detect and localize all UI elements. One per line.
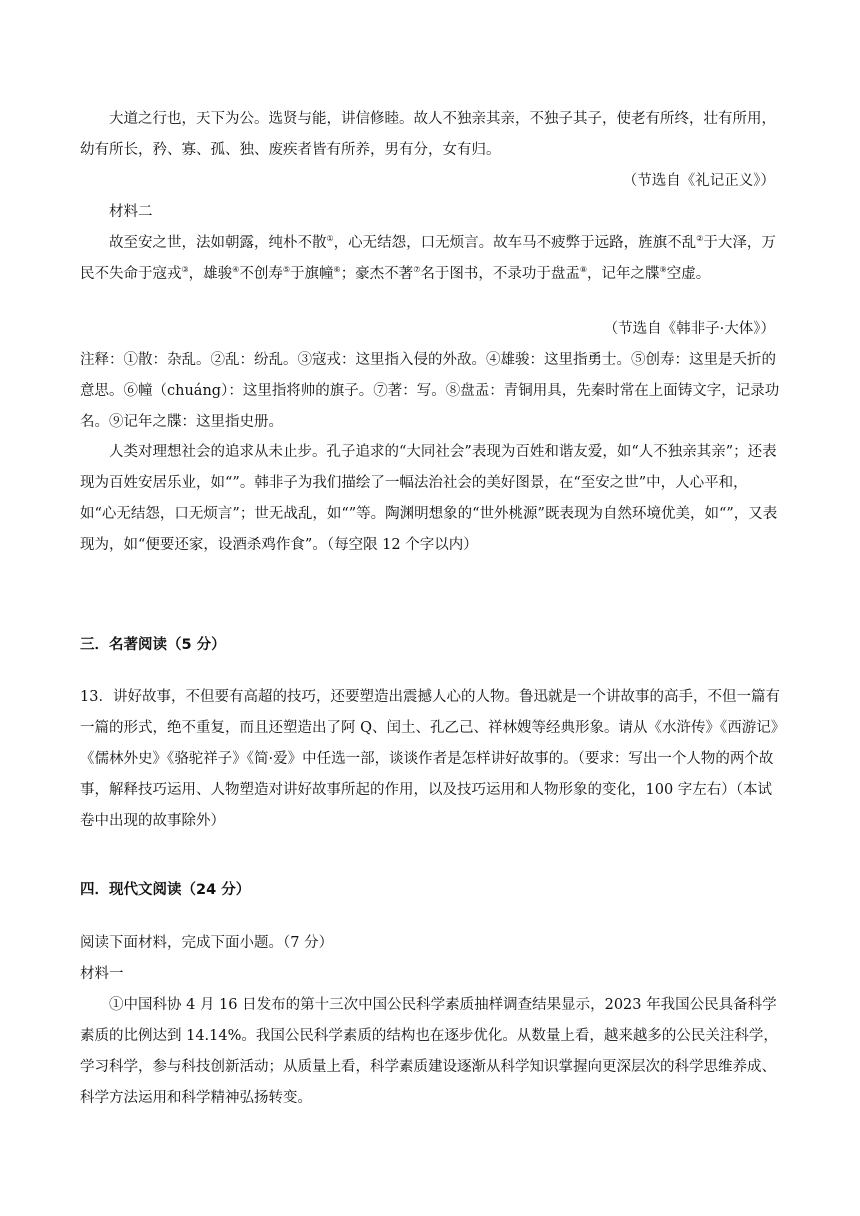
source-liji: （节选自《礼记正义》） [622,173,775,189]
question-12: 人类对理想社会的追求从未止步。孔子追求的“大同社会”表现为百姓和谐友爱，如“人不独亲其亲”；还表现为百姓安居乐业，如“”。韩非子为我们描绘了一幅法治社会的美好图景，在“至安之世”中，人心平和，如“心无结怨，口无烦言”；世无战乱，如“”等。陶渊明想象的“世外桃源”既表现为自然环境优美，如“”，又表现为，如“便要还家，设酒杀鸡作食”。（每空限 12 个字以内） [80,444,778,553]
annotations: 注释：①散：杂乱。②乱：纷乱。③寇戎：这里指入侵的外敌。④雄骏：这里指勇士。⑤创寿：这里是夭折的意思。⑥幢（chuáng）：这里指将帅的旗子。⑦著：写。⑧盘盂：青铜用具，先秦时常在上面铸文字，记录功名。⑨记年之牒：这里指史册。 [80,352,780,430]
material-two-text: 故至安之世，法如朝露，纯朴不散①，心无结怨，口无烦言。故车马不疲弊于远路，旌旗不乱②于大泽，万民不失命于寇戎③，雄骏④不创寿⑤于旗幢⑥；豪杰不著⑦名于图书，不录功于盘盂⑧，记年之牒⑨空虚。 [80,234,776,282]
reading-instruction: 阅读下面材料，完成下面小题。（7 分） [80,935,334,951]
material-one-text: 大道之行也，天下为公。选贤与能，讲信修睦。故人不独亲其亲，不独子其子，使老有所终，壮有所用，幼有所长，矜、寡、孤、独、废疾者皆有所养，男有分，女有归。 [80,111,776,158]
footnote-mark: ① [326,234,334,243]
material-two-label: 材料二 [109,204,153,220]
question-13: 13．讲好故事，不但要有高超的技巧，还要塑造出震撼人心的人物。鲁迅就是一个讲故事的高手，不但一篇有一篇的形式，绝不重复，而且还塑造出了阿 Q、闰土、孔乙己、祥林嫂等经典形象。请从《水浒传》《西游记》《儒林外史》《骆驼祥子》《简·爱》中任选一部，谈谈作者是怎样讲好故事的。（要求：写出一个人物的两个故事，解释技巧运用、人物塑造对讲好故事所起的作用，以及技巧运用和人物形象的变化，100 字左右）（本试卷中出现的故事除外） [80,689,780,829]
footnote-mark: ⑦ [413,265,421,274]
paragraph-1: ①中国科协 4 月 16 日发布的第十三次中国公民科学素质抽样调查结果显示，2023 年我国公民具备科学素质的比例达到 14.14%。我国公民科学素质的结构也在逐步优化。从数量上看，越来越多的公民关注科学，学习科学，参与科技创新活动；从质量上看，科学素质建设逐渐从科学知识掌握向更深层次的科学思维养成、科学方法运用和科学精神弘扬转变。 [80,997,778,1106]
source-hanfeizi: （节选自《韩非子·大体》） [603,321,775,337]
footnote-mark: ⑧ [579,265,588,274]
footnote-mark: ③ [181,265,189,274]
footnote-mark: ⑨ [659,265,667,274]
footnote-mark: ⑤ [282,265,291,274]
section-four-title: 四．现代文阅读（24 分） [80,882,251,898]
section-three-title: 三．名著阅读（5 分） [80,637,226,653]
footnote-mark: ② [696,234,704,243]
material-one-label: 材料一 [80,966,124,982]
footnote-mark: ⑥ [333,265,341,274]
footnote-mark: ④ [232,265,240,274]
